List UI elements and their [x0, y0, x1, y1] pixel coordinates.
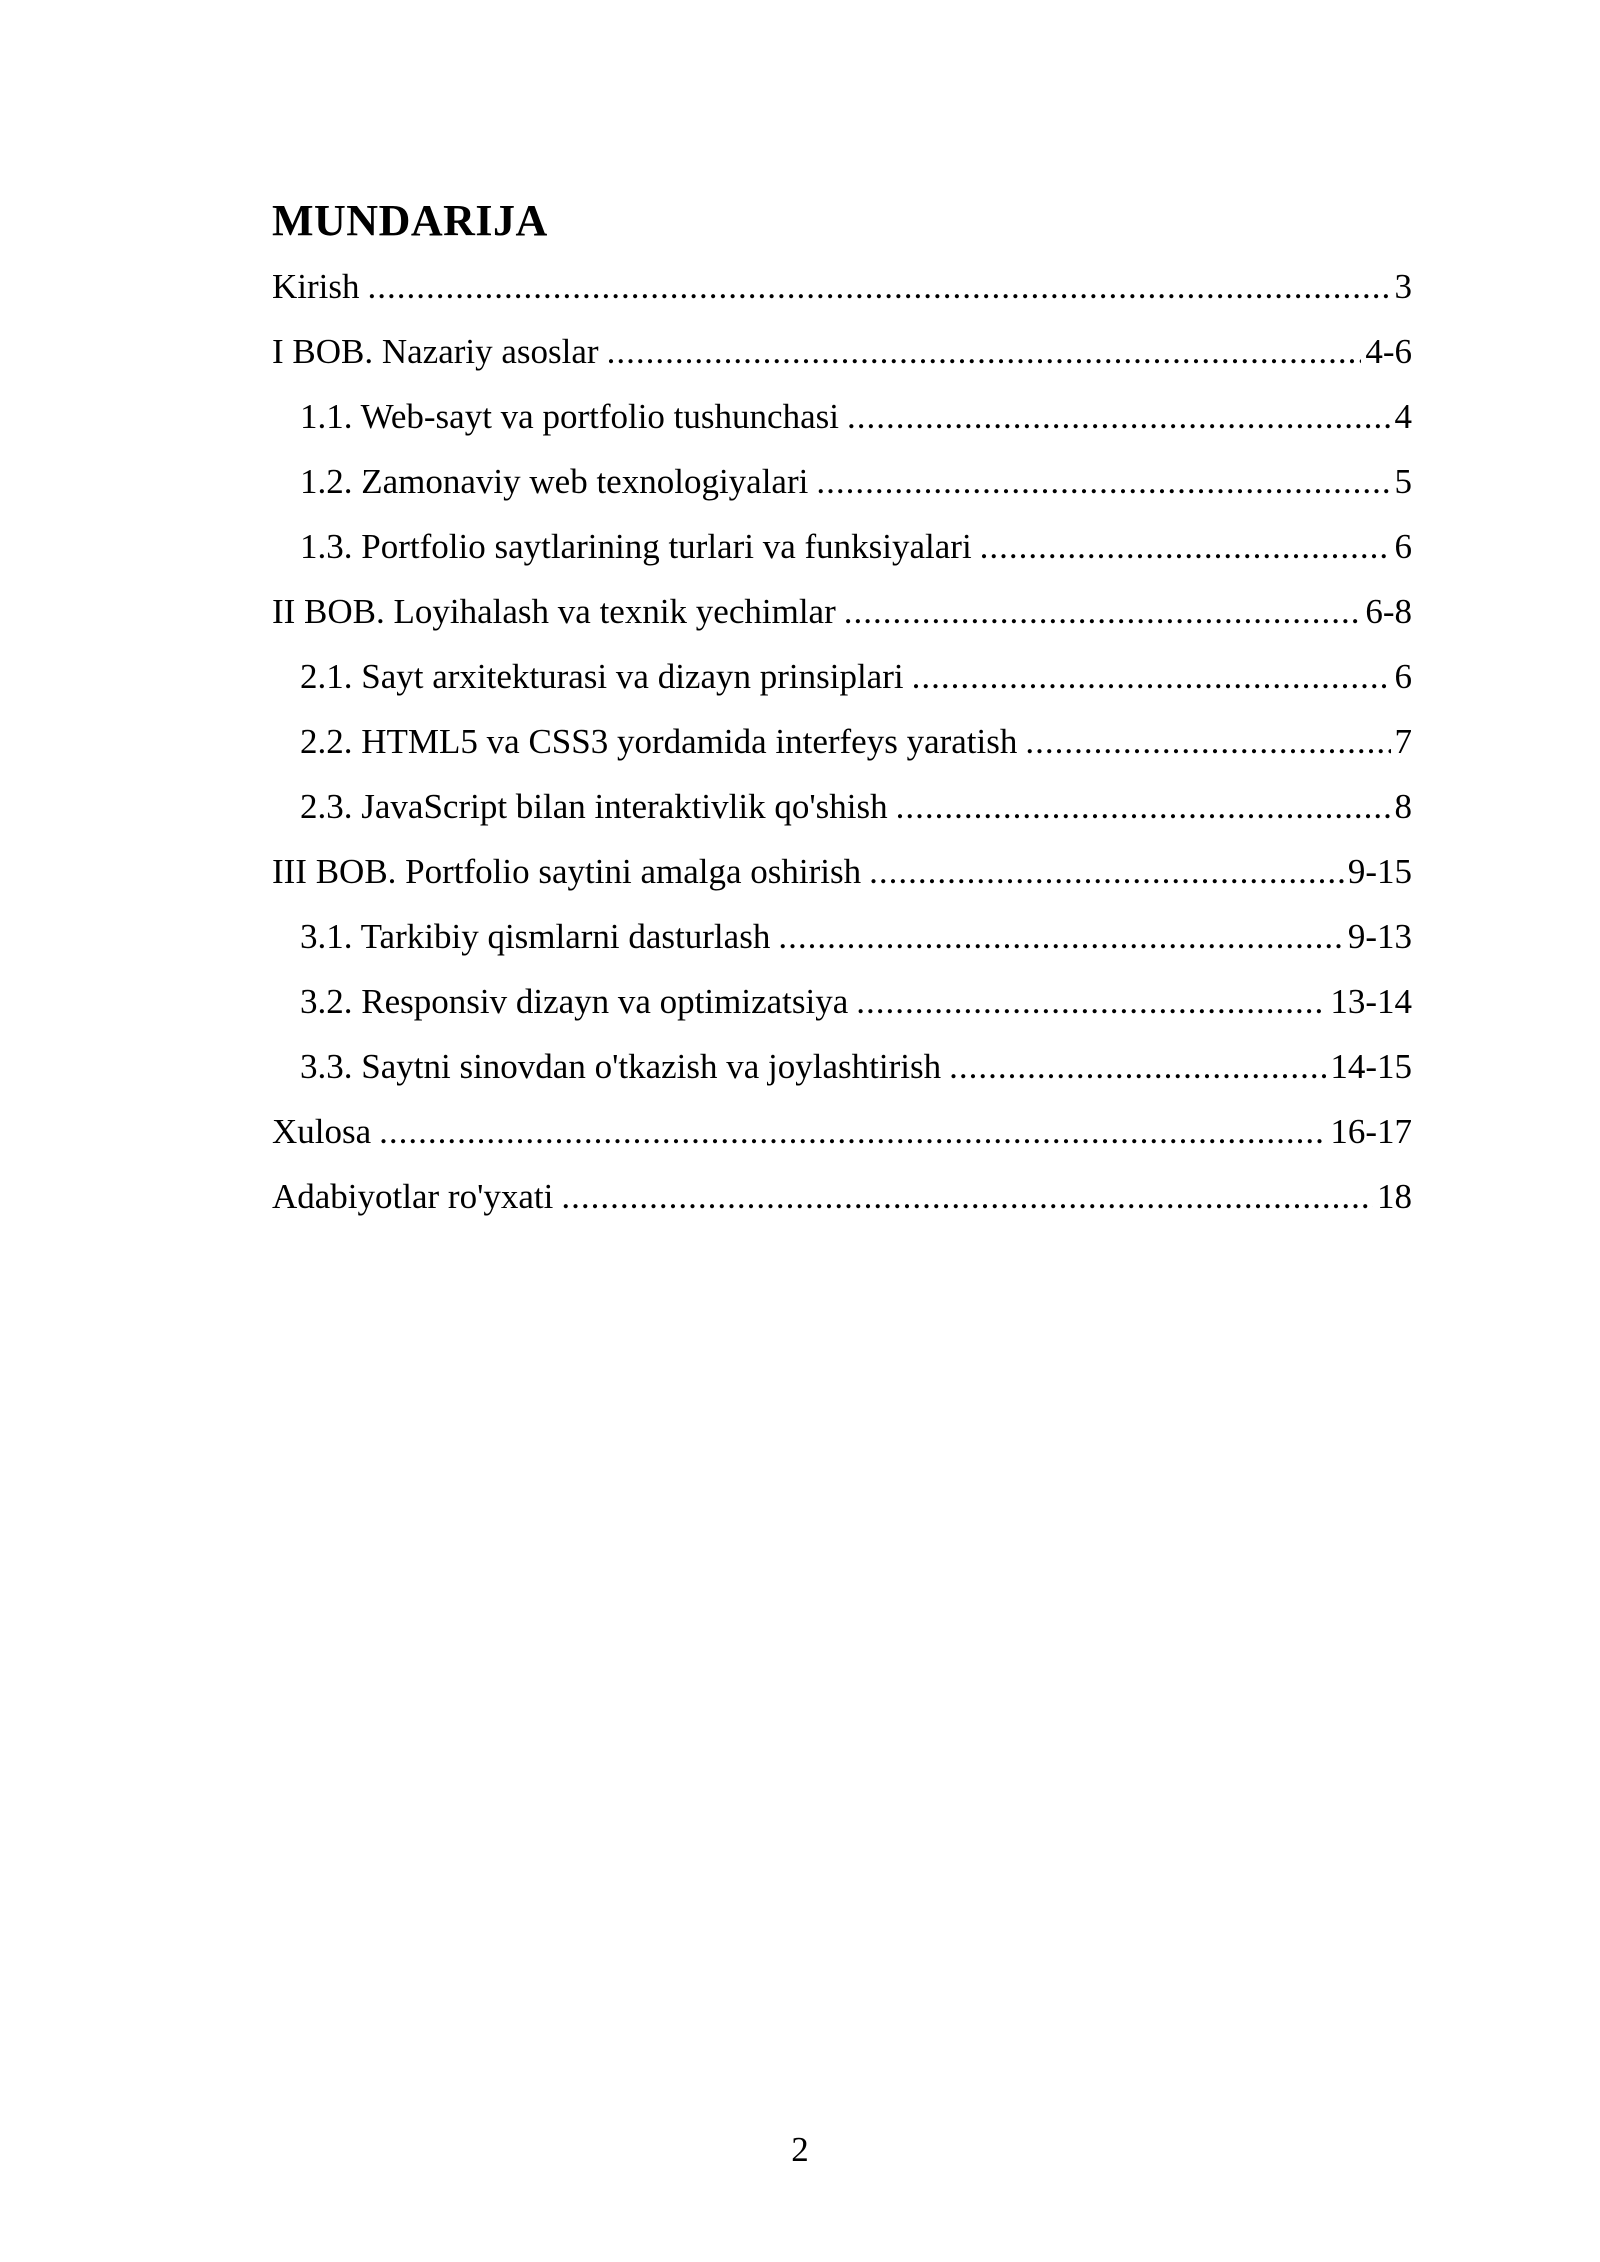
toc-entry-label: 2.3. JavaScript bilan interaktivlik qo'shish — [300, 787, 888, 826]
toc-dot-leader — [869, 839, 1344, 904]
toc-entry-page: 7 — [1394, 722, 1412, 761]
toc-entry-label: Adabiyotlar ro'yxati — [272, 1177, 554, 1216]
toc-entry — [272, 904, 1412, 969]
toc-entry — [272, 644, 1412, 709]
toc-entry-label: 3.1. Tarkibiy qismlarni dasturlash — [300, 917, 771, 956]
toc-entry-page: 8 — [1394, 787, 1412, 826]
toc-dot-leader — [912, 644, 1391, 709]
toc-dot-leader — [980, 514, 1391, 579]
toc-entry — [272, 1099, 1412, 1164]
toc-entry-page: 5 — [1394, 462, 1412, 501]
toc-entry — [272, 709, 1412, 774]
toc-entry-label: Xulosa — [272, 1112, 372, 1151]
toc-entry — [272, 449, 1412, 514]
toc-dot-leader — [896, 774, 1391, 839]
toc-entry — [272, 1164, 1412, 1229]
toc-entry-page: 3 — [1394, 267, 1412, 306]
toc-entry-page: 9-15 — [1347, 852, 1412, 891]
toc-entry-label: 3.3. Saytni sinovdan o'tkazish va joylashtirish — [300, 1047, 942, 1086]
toc-dot-leader — [949, 1034, 1326, 1099]
toc-entry-page: 6-8 — [1365, 592, 1412, 631]
toc-entry-label: I BOB. Nazariy asoslar — [272, 332, 599, 371]
toc-entry-page: 18 — [1377, 1177, 1412, 1216]
toc-entry-page: 4 — [1394, 397, 1412, 436]
toc-entry — [272, 774, 1412, 839]
page-number: 2 — [791, 2130, 809, 2169]
toc-entry-label: Kirish — [272, 267, 360, 306]
toc-entry-label: 1.3. Portfolio saytlarining turlari va funksiyalari — [300, 527, 972, 566]
toc-entry — [272, 969, 1412, 1034]
toc-entry — [272, 254, 1412, 319]
toc-entry — [272, 839, 1412, 904]
toc-entry-label: 1.2. Zamonaviy web texnologiyalari — [300, 462, 809, 501]
toc-dot-leader — [607, 319, 1362, 384]
toc-entry-label: II BOB. Loyihalash va texnik yechimlar — [272, 592, 836, 631]
toc-dot-leader — [844, 579, 1362, 644]
toc-entry-label: 1.1. Web-sayt va portfolio tushunchasi — [300, 397, 839, 436]
toc-dot-leader — [847, 384, 1391, 449]
toc-dot-leader — [856, 969, 1326, 1034]
toc-list — [272, 254, 1412, 1229]
toc-title: MUNDARIJA — [272, 196, 548, 245]
toc-entry-page: 16-17 — [1330, 1112, 1412, 1151]
toc-entry — [272, 579, 1412, 644]
toc-dot-leader — [379, 1099, 1326, 1164]
toc-entry-page: 6 — [1394, 527, 1412, 566]
toc-dot-leader — [561, 1164, 1373, 1229]
toc-entry — [272, 384, 1412, 449]
toc-dot-leader — [778, 904, 1344, 969]
toc-entry-label: 3.2. Responsiv dizayn va optimizatsiya — [300, 982, 849, 1021]
toc-dot-leader — [368, 254, 1391, 319]
toc-entry-page: 14-15 — [1330, 1047, 1412, 1086]
toc-entry-page: 6 — [1394, 657, 1412, 696]
toc-entry — [272, 1034, 1412, 1099]
toc-entry — [272, 514, 1412, 579]
toc-dot-leader — [816, 449, 1390, 514]
table-of-contents — [272, 190, 1412, 1229]
toc-entry-page: 9-13 — [1347, 917, 1412, 956]
toc-entry-label: 2.1. Sayt arxitekturasi va dizayn prinsiplari — [300, 657, 904, 696]
toc-entry-page: 4-6 — [1365, 332, 1412, 371]
toc-entry-label: 2.2. HTML5 va CSS3 yordamida interfeys yaratish — [300, 722, 1018, 761]
toc-entry — [272, 319, 1412, 384]
toc-dot-leader — [1025, 709, 1390, 774]
toc-entry-page: 13-14 — [1330, 982, 1412, 1021]
toc-entry-label: III BOB. Portfolio saytini amalga oshirish — [272, 852, 862, 891]
